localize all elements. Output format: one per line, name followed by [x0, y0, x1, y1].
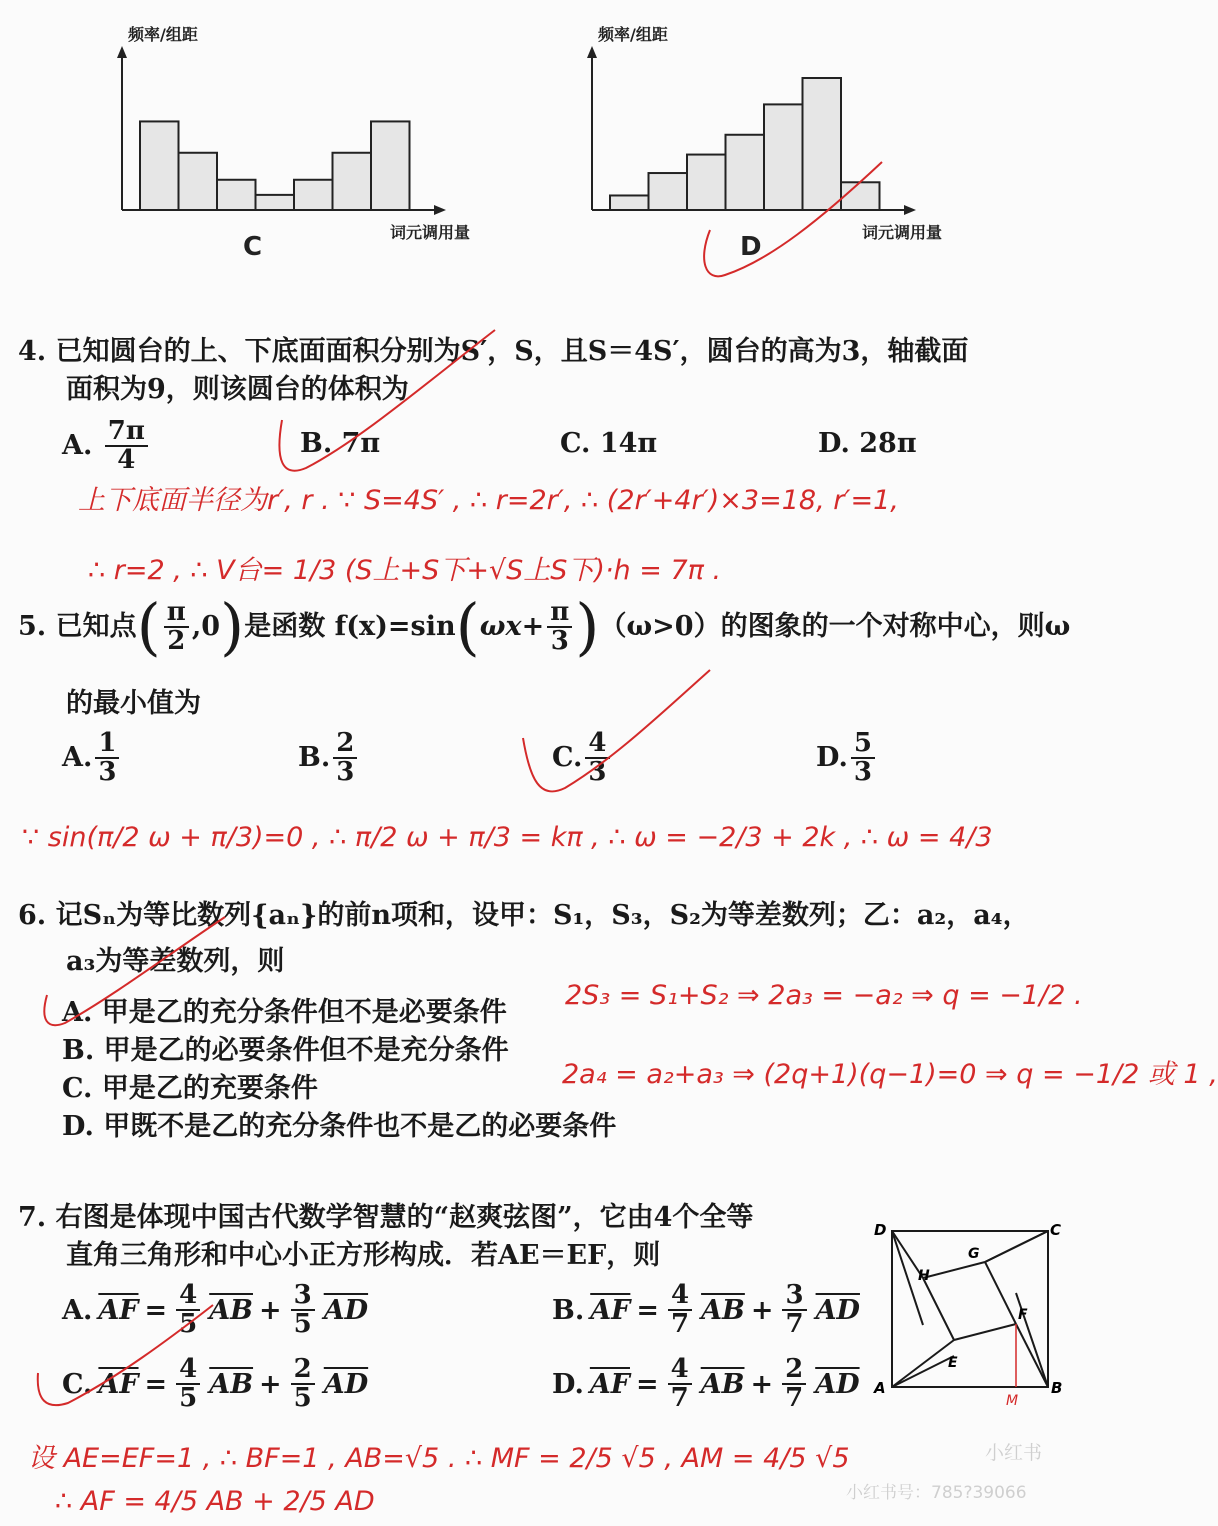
q6-work-1: 2S₃ = S₁+S₂ ⇒ 2a₃ = −a₂ ⇒ q = −1/2 . [565, 980, 1083, 1011]
fig-label-h: H [918, 1268, 930, 1284]
histogram-bar [333, 153, 372, 210]
hist-d-xlabel: 词元调用量 [862, 223, 943, 242]
hist-d-letter: D [740, 232, 762, 262]
histogram-bar [726, 135, 765, 210]
histogram-bar [371, 121, 410, 210]
q7-work-1: 设 AE=EF=1 , ∴ BF=1 , AB=√5 . ∴ MF = 2/5 √5 , AM = 4/5 √5 [28, 1443, 850, 1474]
histogram-bar [841, 182, 880, 210]
check-mark-q7 [28, 1295, 228, 1425]
q4-option-a[interactable] [62, 418, 151, 475]
q5-option-b[interactable]: B. $\frac{2}{3}$ [298, 730, 360, 787]
q5-work: ∵ sin(π/2 ω + π/3)=0 , ∴ π/2 ω + π/3 = kπ , ∴ ω = −2/3 + 2k , ∴ ω = 4/3 [22, 822, 993, 853]
q7-line2: 直角三角形和中心小正方形构成．若AE＝EF，则 [66, 1240, 661, 1271]
q7-line1: 7. 右图是体现中国古代数学智慧的“赵爽弦图”，它由4个全等 [18, 1202, 754, 1233]
fig-label-g: G [968, 1246, 980, 1262]
q7-option-d[interactable]: D. $\overline{AF}$ = $\frac{4}{7}$ $\overline{AB}$ + $\frac{2}{7}$ $\overline{AD}$ [552, 1354, 860, 1414]
q5-line2: 的最小值为 [66, 688, 201, 719]
q6-option-a[interactable]: A. 甲是乙的充分条件但不是必要条件 [62, 997, 507, 1028]
q6-work-2: 2a₄ = a₂+a₃ ⇒ (2q+1)(q−1)=0 ⇒ q = −1/2 或 1 , [562, 1059, 1218, 1090]
watermark-brand: 小红书 [985, 1442, 1043, 1464]
histogram-bar [179, 153, 218, 210]
q4-option-d[interactable]: D. 28π [818, 428, 917, 459]
histogram-bar [687, 155, 726, 210]
q5-line1: 5. 已知点 ( $\frac{\pi}{2}$ ,0 ) 是函数 f(x)=sin ( ωx+ $\frac{\pi}{3}$ ) （ω>0）的图象的一个对称中心，则ω [18, 590, 1071, 663]
fig-label-b: B [1051, 1379, 1063, 1397]
q7-option-c[interactable]: C. $\overline{AF}$ = $\frac{4}{5}$ $\overline{AB}$ + $\frac{2}{5}$ $\overline{AD}$ [62, 1354, 369, 1414]
q6-line1: 6. 记Sₙ为等比数列{aₙ}的前n项和，设甲：S₁，S₃，S₂为等差数列；乙：a₂，a₄， [18, 900, 1030, 931]
histogram-d [570, 20, 990, 280]
q4-line2: 面积为9，则该圆台的体积为 [66, 374, 409, 405]
q6-line2: a₃为等差数列，则 [66, 946, 285, 977]
hist-c-xlabel: 词元调用量 [390, 223, 471, 242]
histogram-bar [140, 121, 179, 210]
q5-option-d[interactable]: D. $\frac{5}{3}$ [816, 730, 878, 787]
zhao-shuang-figure [868, 1215, 1068, 1410]
fig-label-a: A [874, 1379, 886, 1397]
histogram-bar [649, 173, 688, 210]
q7-work-2: ∴ AF = 4/5 AB + 2/5 AD [55, 1486, 375, 1517]
check-mark-q4 [270, 320, 510, 480]
histogram-bar [610, 195, 649, 210]
histogram-bar [256, 195, 295, 210]
watermark-id: 小红书号：785?39066 [846, 1483, 1027, 1503]
histogram-bar [294, 180, 333, 210]
q4-a-label: A. [62, 429, 93, 461]
q6-option-d[interactable]: D. 甲既不是乙的充分条件也不是乙的必要条件 [62, 1111, 617, 1142]
fig-label-d: D [874, 1221, 887, 1239]
hist-c-letter: C [243, 232, 263, 262]
histogram-bar [803, 78, 842, 210]
check-mark-q6 [35, 905, 235, 1035]
fig-label-m: M [1006, 1393, 1019, 1409]
histogram-c [100, 20, 520, 270]
q4-a-frac: $\frac{7\pi}{4}$ [105, 418, 148, 475]
hist-c-ylabel: 频率/组距 [128, 25, 198, 44]
q4-option-c[interactable]: C. 14π [560, 428, 658, 459]
fig-label-c: C [1050, 1221, 1062, 1239]
fig-label-e: E [948, 1355, 958, 1371]
q6-option-c[interactable]: C. 甲是乙的充要条件 [62, 1073, 318, 1104]
q4-option-b[interactable]: B. 7π [300, 428, 381, 459]
q4-work-2: ∴ r=2 , ∴ V台= 1/3 (S上+S下+√S上S下)·h = 7π . [88, 555, 722, 586]
q5-option-a[interactable]: A. $\frac{1}{3}$ [62, 730, 122, 787]
histogram-bar [217, 180, 256, 210]
q4-line1: 4. 已知圆台的上、下底面面积分别为S′，S，且S＝4S′，圆台的高为3，轴截面 [18, 336, 969, 367]
q7-option-b[interactable]: B. $\overline{AF}$ = $\frac{4}{7}$ $\overline{AB}$ + $\frac{3}{7}$ $\overline{AD}$ [552, 1280, 860, 1340]
q6-option-b[interactable]: B. 甲是乙的必要条件但不是充分条件 [62, 1035, 509, 1066]
q4-work-1: 上下底面半径为r′, r . ∵ S=4S′ , ∴ r=2r′, ∴ (2r′+4r′)×3=18, r′=1, [78, 485, 899, 516]
hist-d-ylabel: 频率/组距 [598, 25, 668, 44]
fig-label-f: F [1018, 1307, 1028, 1323]
histogram-bar [764, 104, 803, 210]
q7-option-a[interactable]: A. $\overline{AF}$ = $\frac{4}{5}$ $\overline{AB}$ + $\frac{3}{5}$ $\overline{AD}$ [62, 1280, 369, 1340]
q5-option-c[interactable]: C. $\frac{4}{3}$ [552, 730, 613, 787]
check-mark-q5 [515, 660, 725, 810]
